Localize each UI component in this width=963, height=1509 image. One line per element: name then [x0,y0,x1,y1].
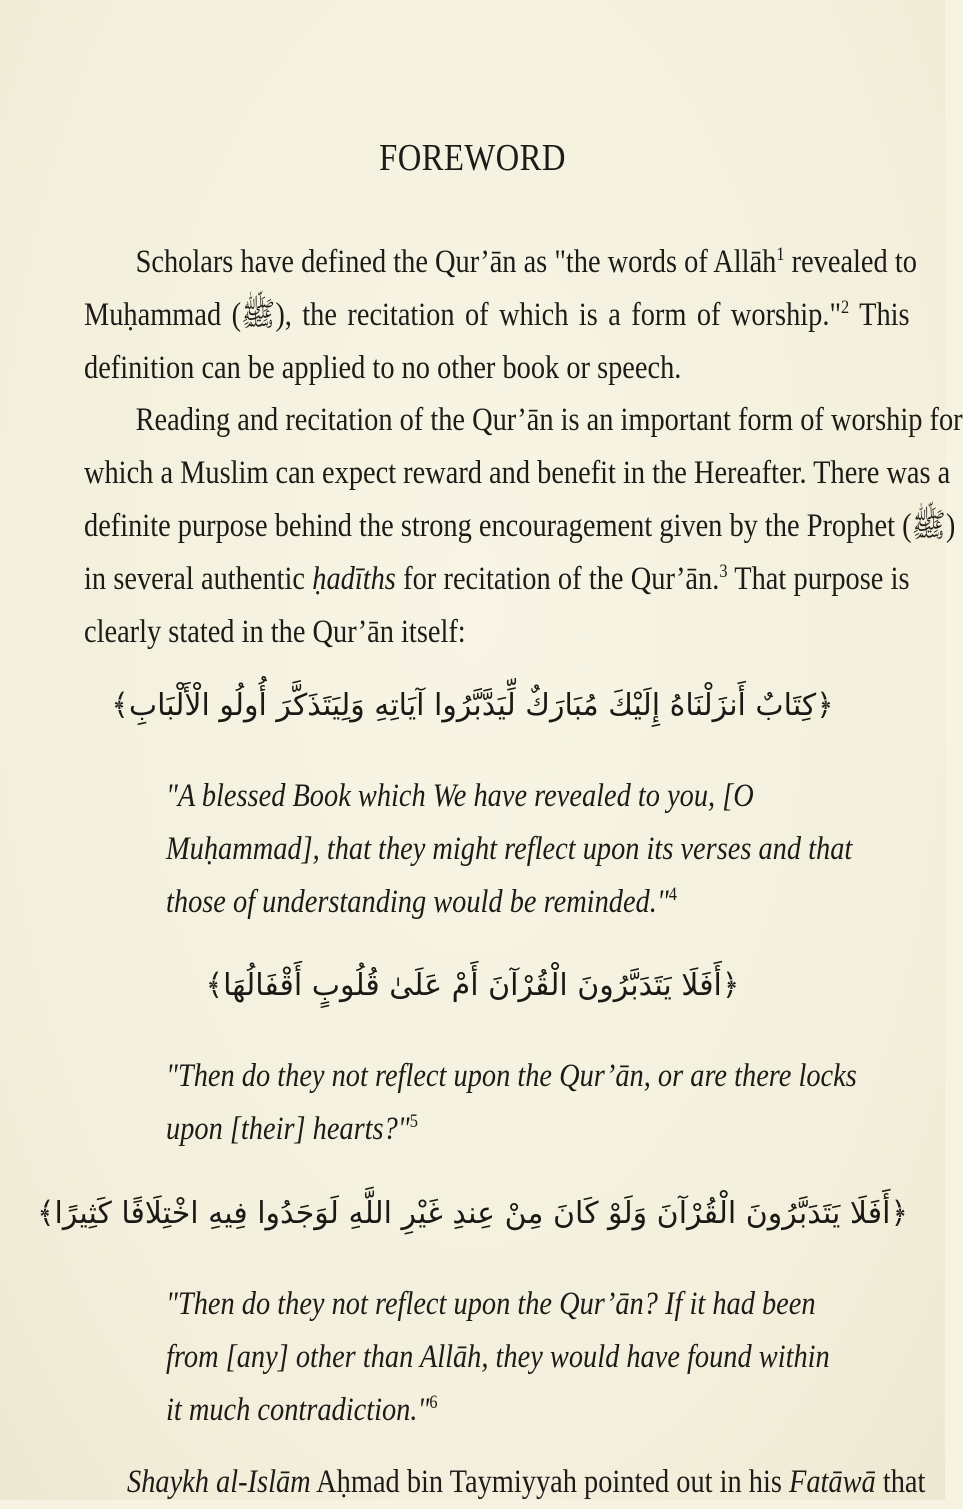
verse-translation-2 [166,1050,857,1156]
quote-line: those of understanding would be reminded."$^4$ [166,884,677,920]
paragraph-line: Scholars have defined the Qur’ān as "the words of Allāh$^1$ revealed to [135,244,917,280]
footnote-ref-6: 6 [429,1392,438,1413]
quote-line: "A blessed Book which We have revealed to you, [O [166,778,754,814]
arabic-verse-2: ﴿أَفَلَا يَتَدَبَّرُونَ الْقُرْآنَ أَمْ عَلَىٰ قُلُوبٍ أَقْفَالُهَا﴾ [205,968,740,1003]
footnote-ref-5: 5 [409,1111,418,1132]
paragraph-line: Reading and recitation of the Qur’ān is an important form of worship for [135,402,963,438]
footnote-ref-1: 1 [776,244,785,265]
footnote-ref-3: 3 [719,561,728,582]
verse-translation-3 [166,1278,830,1437]
paragraph-line: which a Muslim can expect reward and benefit in the Hereafter. There was a [84,455,951,491]
paragraph-taymiyyah [84,1456,926,1509]
verse-translation-1 [166,770,853,929]
quote-line: from [any] other than Allāh, they would have found within [166,1339,830,1375]
quote-line: Muḥammad], that they might reflect upon its verses and that [166,831,853,867]
footnote-ref-2: 2 [841,297,850,318]
quote-line: upon [their] hearts?"$^5$ [166,1111,418,1147]
page-title: FOREWORD [379,137,566,179]
paragraph-definition [84,236,917,395]
paragraph-line: definition can be applied to no other book or speech. [84,350,682,386]
arabic-verse-3: ﴿أَفَلَا يَتَدَبَّرُونَ الْقُرْآنَ وَلَوْ كَانَ مِنْ عِندِ غَيْرِ اللَّهِ لَوَجَدُوا فِيهِ اخْتِلَافًا كَثِيرًا﴾ [36,1196,909,1231]
quote-line: "Then do they not reflect upon the Qur’ān? If it had been [166,1286,816,1322]
paragraph-line: definite purpose behind the strong encouragement given by the Prophet (ﷺ) [84,508,956,544]
arabic-verse-1: ﴿كِتَابٌ أَنزَلْنَاهُ إِلَيْكَ مُبَارَكٌ لِّيَدَّبَّرُوا آيَاتِهِ وَلِيَتَذَكَّرَ أُولُو الْأَلْبَابِ﴾ [111,688,834,723]
quote-line: "Then do they not reflect upon the Qur’ān, or are there locks [166,1058,857,1094]
paragraph-line: clearly stated in the Qur’ān itself: [84,614,466,650]
paragraph-line: in several authentic ḥadīths for recitation of the Qur’ān.$^3$ That purpose is [84,561,910,597]
paragraph-recitation [84,394,963,659]
paragraph-line: Muḥammad (ﷺ), the recitation of which is a form of worship."$^2$ This [84,297,910,333]
footnote-ref-4: 4 [668,884,677,905]
quote-line: it much contradiction."$^6$ [166,1392,438,1428]
paragraph-line: Shaykh al-Islām Aḥmad bin Taymiyyah pointed out in his Fatāwā that [127,1464,926,1500]
